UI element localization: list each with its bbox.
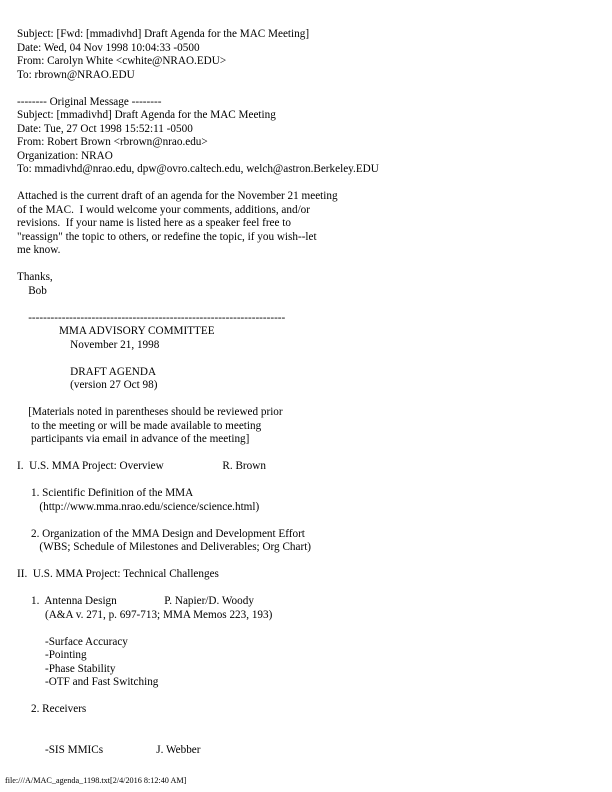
signature-name: Bob xyxy=(17,284,47,297)
blank-line xyxy=(17,622,602,636)
blank-line xyxy=(17,447,602,461)
blank-line xyxy=(17,82,602,96)
agenda-committee-title: MMA ADVISORY COMMITTEE xyxy=(17,325,215,337)
blank-line xyxy=(17,514,602,528)
agenda-subitem: -SIS MMICs J. Webber xyxy=(17,743,201,756)
body-paragraph-line: "reassign" the topic to others, or redefine the topic, if you wish--let xyxy=(17,230,317,243)
agenda-version: (version 27 Oct 98) xyxy=(17,379,158,391)
agenda-subitem: -Pointing xyxy=(17,649,87,661)
header-to: To: rbrown@NRAO.EDU xyxy=(17,68,135,81)
original-to: To: mmadivhd@nrao.edu, dpw@ovro.caltech.edu, welch@astron.Berkeley.EDU xyxy=(17,163,379,175)
blank-line xyxy=(17,730,602,744)
agenda-section-heading: I. U.S. MMA Project: Overview R. Brown xyxy=(17,460,266,472)
body-paragraph-line: revisions. If your name is listed here as a speaker feel free to xyxy=(17,217,291,229)
original-date: Date: Tue, 27 Oct 1998 15:52:11 -0500 xyxy=(17,122,193,135)
agenda-section-heading: II. U.S. MMA Project: Technical Challenges xyxy=(17,568,219,580)
materials-note-line: to the meeting or will be made available to meeting xyxy=(17,419,262,432)
signoff-line: Thanks, xyxy=(17,271,53,283)
agenda-item-reference: (A&A v. 271, p. 697-713; MMA Memos 223, 193) xyxy=(17,608,273,621)
agenda-draft-title: DRAFT AGENDA xyxy=(17,365,157,378)
blank-line xyxy=(17,717,602,731)
body-paragraph-line: Attached is the current draft of an agenda for the November 21 meeting xyxy=(17,190,338,202)
original-subject: Subject: [mmadivhd] Draft Agenda for the MAC Meeting xyxy=(17,109,276,121)
agenda-item-reference: (WBS; Schedule of Milestones and Deliverables; Org Chart) xyxy=(17,541,312,553)
agenda-meeting-date: November 21, 1998 xyxy=(17,338,160,351)
original-organization: Organization: NRAO xyxy=(17,149,113,162)
agenda-item: 1. Scientific Definition of the MMA xyxy=(17,487,194,499)
agenda-divider: --------------------------------------------------------------------- xyxy=(17,311,286,324)
agenda-subitem: -OTF and Fast Switching xyxy=(17,676,159,688)
blank-line xyxy=(17,555,602,569)
materials-note-line: [Materials noted in parentheses should be reviewed prior xyxy=(17,406,283,418)
body-paragraph-line: of the MAC. I would welcome your comments, additions, and/or xyxy=(17,203,310,216)
agenda-subitem: -Surface Accuracy xyxy=(17,635,128,648)
agenda-item: 2. Organization of the MMA Design and Development Effort xyxy=(17,527,305,540)
blank-line xyxy=(17,582,602,596)
agenda-item-reference: (http://www.mma.nrao.edu/science/science.html) xyxy=(17,500,260,513)
blank-line xyxy=(17,177,602,191)
agenda-item: 2. Receivers xyxy=(17,703,87,715)
header-from: From: Carolyn White <cwhite@NRAO.EDU> xyxy=(17,55,227,67)
header-date: Date: Wed, 04 Nov 1998 10:04:33 -0500 xyxy=(17,41,200,54)
file-path-footer: file:///A/MAC_agenda_1198.txt[2/4/2016 8:12:40 AM] xyxy=(5,776,187,785)
blank-line xyxy=(17,474,602,488)
blank-line xyxy=(17,690,602,704)
blank-line xyxy=(17,393,602,407)
blank-line xyxy=(17,258,602,272)
body-paragraph-line: me know. xyxy=(17,244,61,256)
original-message-divider: -------- Original Message -------- xyxy=(17,95,162,108)
header-subject: Subject: [Fwd: [mmadivhd] Draft Agenda for the MAC Meeting] xyxy=(17,28,310,40)
email-body xyxy=(17,28,602,757)
materials-note-line: participants via email in advance of the meeting] xyxy=(17,433,250,445)
blank-line xyxy=(17,298,602,312)
original-from: From: Robert Brown <rbrown@nrao.edu> xyxy=(17,136,208,148)
blank-line xyxy=(17,352,602,366)
agenda-subitem: -Phase Stability xyxy=(17,662,116,675)
agenda-item: 1. Antenna Design P. Napier/D. Woody xyxy=(17,595,254,607)
